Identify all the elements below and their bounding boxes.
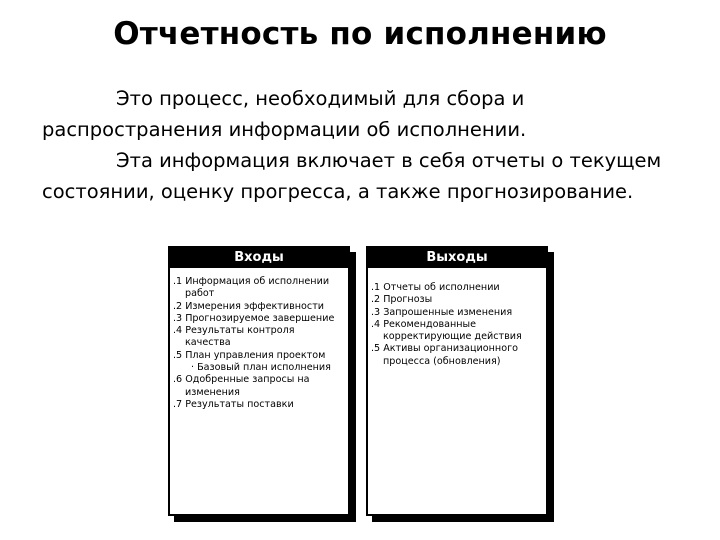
list-item: .3 Запрошенные изменения	[371, 306, 513, 318]
list-item: .7 Результаты поставки	[173, 398, 294, 410]
inputs-list	[170, 268, 348, 411]
outputs-list	[368, 268, 546, 368]
list-item: работ	[185, 288, 215, 300]
inputs-panel-body	[168, 246, 350, 516]
inputs-header: Входы	[170, 248, 348, 268]
outputs-header: Выходы	[368, 248, 546, 268]
list-item: .2 Измерения эффективности	[173, 300, 325, 312]
paragraph-2: Эта информация включает в себя отчеты о текущем состоянии, оценку прогресса, а также прогнозирование.	[42, 149, 662, 203]
list-item: корректирующие действия	[383, 331, 522, 343]
list-item: .1 Информация об исполнении	[173, 276, 330, 287]
list-item: .1 Отчеты об исполнении	[371, 282, 500, 293]
list-item: качества	[185, 337, 231, 349]
list-item: .3 Прогнозируемое завершение	[173, 312, 335, 324]
slide-title: Отчетность по исполнению	[113, 16, 607, 52]
outputs-panel	[366, 246, 554, 522]
list-item: · Базовый план исполнения	[191, 362, 331, 374]
list-item: .2 Прогнозы	[371, 294, 433, 306]
list-item: .4 Результаты контроля	[173, 325, 295, 337]
list-item: .5 Активы организационного	[371, 343, 518, 355]
paragraph-1: Это процесс, необходимый для сбора и распространения информации об исполнении.	[42, 87, 527, 141]
outputs-panel-body	[366, 246, 548, 516]
body-text	[42, 83, 702, 207]
list-item: .5 План управления проектом	[173, 349, 326, 361]
list-item: изменения	[185, 386, 240, 398]
inputs-panel	[168, 246, 356, 522]
list-item: процесса (обновления)	[383, 355, 501, 367]
list-item: .6 Одобренные запросы на	[173, 374, 310, 386]
list-item: .4 Рекомендованные	[371, 318, 477, 330]
